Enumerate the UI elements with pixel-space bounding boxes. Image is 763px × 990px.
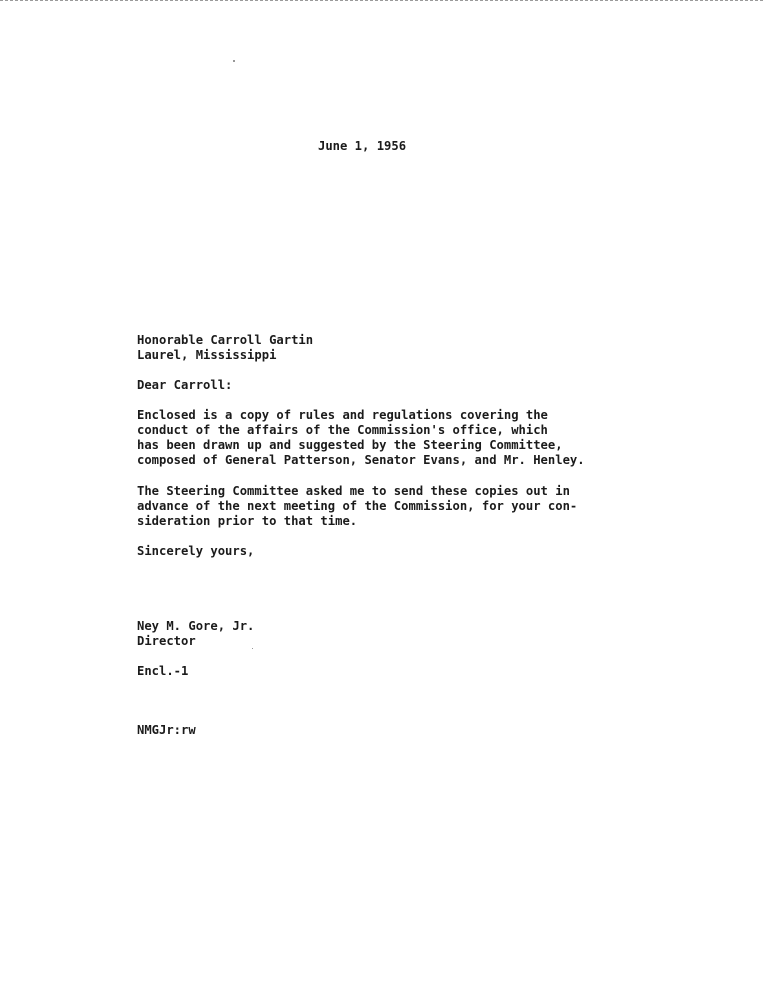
paragraph-2-line: advance of the next meeting of the Commission, for your con- — [137, 499, 578, 513]
signer-name: Ney M. Gore, Jr. — [137, 619, 255, 633]
signer-title: Director — [137, 634, 196, 648]
recipient-location: Laurel, Mississippi — [137, 348, 277, 362]
letter-date: June 1, 1956 — [318, 139, 407, 153]
complimentary-closing: Sincerely yours, — [137, 544, 255, 558]
enclosure-notation: Encl.-1 — [137, 664, 189, 678]
paper-speck — [252, 648, 253, 649]
paragraph-2-line: The Steering Committee asked me to send these copies out in — [137, 484, 570, 498]
paragraph-1-line: Enclosed is a copy of rules and regulations covering the — [137, 408, 548, 422]
recipient-name: Honorable Carroll Gartin — [137, 333, 314, 347]
salutation: Dear Carroll: — [137, 378, 233, 392]
page-top-edge — [0, 0, 763, 1]
paragraph-1-line: composed of General Patterson, Senator Evans, and Mr. Henley. — [137, 453, 585, 467]
paragraph-2-line: sideration prior to that time. — [137, 514, 358, 528]
paragraph-1-line: has been drawn up and suggested by the Steering Committee, — [137, 438, 563, 452]
paragraph-1-line: conduct of the affairs of the Commission's office, which — [137, 423, 548, 437]
paper-speck — [233, 60, 235, 62]
reference-initials: NMGJr:rw — [137, 723, 196, 737]
